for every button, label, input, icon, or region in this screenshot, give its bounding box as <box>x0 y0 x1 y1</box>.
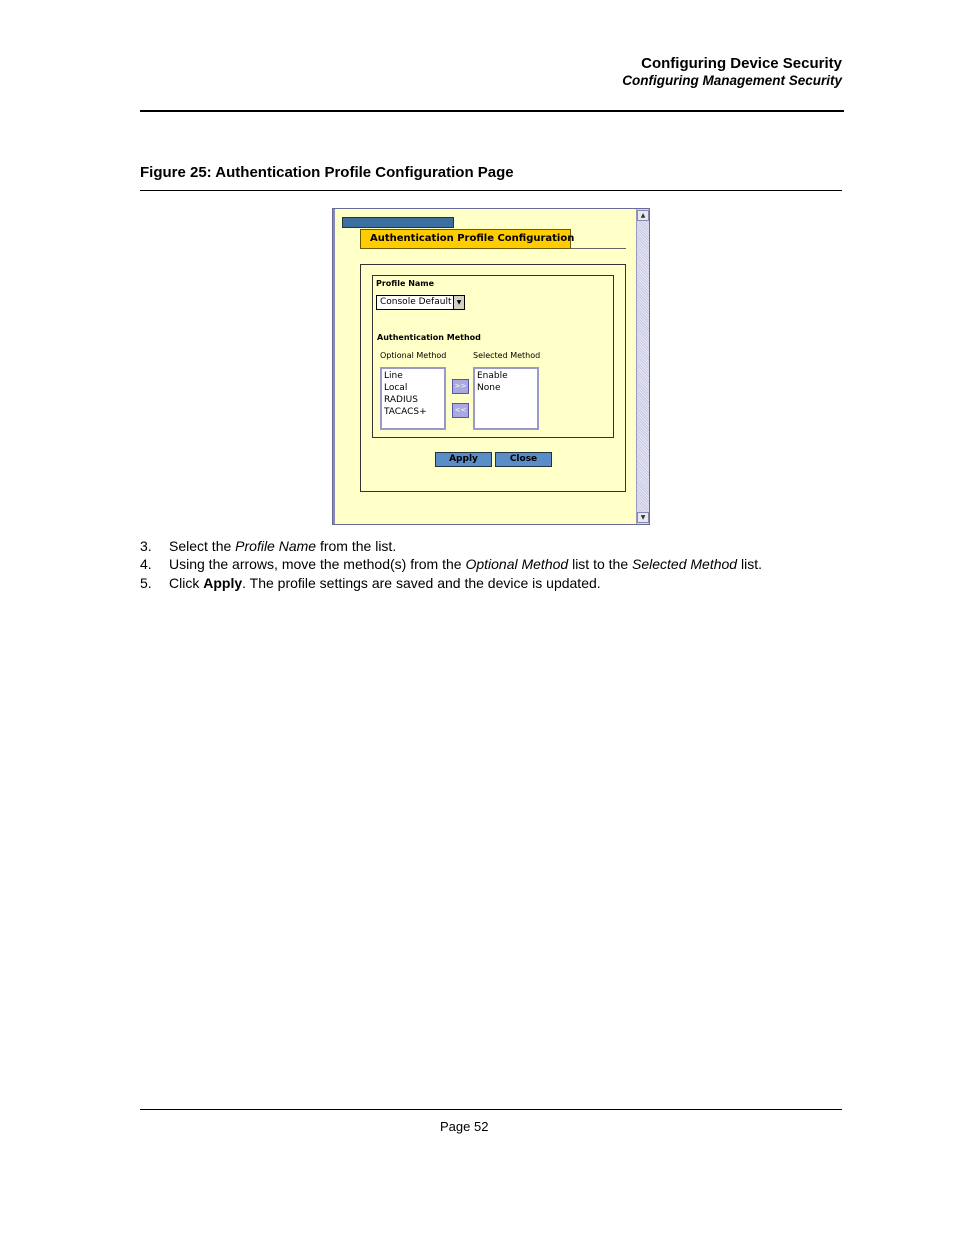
tab-underline <box>571 248 626 249</box>
move-right-button[interactable]: >> <box>452 379 469 394</box>
step-text: list. <box>737 556 762 572</box>
page-number: Page 52 <box>440 1119 489 1134</box>
chevron-down-icon[interactable]: ▼ <box>453 296 464 309</box>
footer-rule <box>140 1109 842 1110</box>
figure-caption: Figure 25: Authentication Profile Configuration Page <box>140 164 514 181</box>
step-strong: Apply <box>203 575 243 591</box>
selected-method-label: Selected Method <box>473 351 541 360</box>
scroll-down-icon[interactable]: ▼ <box>637 512 649 523</box>
profile-name-select[interactable] <box>376 295 465 310</box>
list-item[interactable]: RADIUS <box>384 395 418 405</box>
step-4 <box>140 556 762 572</box>
step-text: Using the arrows, move the method(s) from the <box>169 556 466 572</box>
list-item[interactable]: TACACS+ <box>384 407 427 417</box>
frame-left-border <box>333 209 335 524</box>
step-text: Click <box>169 575 204 591</box>
authentication-method-label: Authentication Method <box>377 333 481 342</box>
list-item[interactable]: Line <box>384 371 403 381</box>
step-text: from the list. <box>316 538 397 554</box>
step-emphasis: Optional Method <box>465 556 569 572</box>
step-number: 4. <box>140 556 152 572</box>
authentication-profile-screenshot <box>332 208 650 525</box>
step-3 <box>140 538 396 554</box>
step-text: . The profile settings are saved and the device is updated. <box>242 575 601 591</box>
subsection-title: Configuring Management Security <box>622 73 842 88</box>
optional-method-list[interactable] <box>380 367 446 430</box>
tab-authentication-profile-configuration[interactable]: Authentication Profile Configuration <box>360 229 571 249</box>
header-rule <box>140 110 844 112</box>
list-item[interactable]: Local <box>384 383 408 393</box>
section-title: Configuring Device Security <box>641 55 842 72</box>
profile-name-label: Profile Name <box>376 279 435 288</box>
close-button[interactable]: Close <box>495 452 552 467</box>
list-item[interactable]: None <box>477 383 501 393</box>
step-number: 5. <box>140 575 152 591</box>
step-text: Select the <box>169 538 236 554</box>
move-left-button[interactable]: << <box>452 403 469 418</box>
optional-method-label: Optional Method <box>380 351 447 360</box>
window-title-bar <box>342 217 454 228</box>
caption-rule <box>140 190 842 191</box>
selected-method-list[interactable] <box>473 367 539 430</box>
scroll-up-icon[interactable]: ▲ <box>637 210 649 221</box>
step-5 <box>140 575 601 591</box>
step-text: list to the <box>568 556 632 572</box>
vertical-scrollbar[interactable] <box>636 209 650 524</box>
step-emphasis: Profile Name <box>235 538 317 554</box>
step-number: 3. <box>140 538 152 554</box>
step-emphasis: Selected Method <box>632 556 738 572</box>
profile-name-value: Console Default <box>380 297 452 307</box>
list-item[interactable]: Enable <box>477 371 508 381</box>
apply-button[interactable]: Apply <box>435 452 492 467</box>
